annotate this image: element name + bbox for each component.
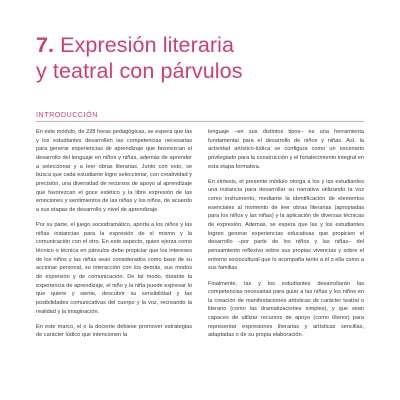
paragraph: En este marco, el o la docente debiese promover estrategias de carácter lúdico que intencionen la [36, 323, 192, 339]
paragraph: En este módulo, de 228 horas pedagógicas, se espera que las y los estudiantes desarrollen las competencias necesarias para generar experiencias de aprendizaje que favorezcan el desarrollo del lenguaje en niños y niñas, además de aprender a seleccionar y a leer obras literarias. Junto con esto, se busca que cada estudiante logre seleccionar, con creatividad y precisión, una diversidad de recursos de apoyo al aprendizaje que favorezcan el goce estético y la libre expresión de las emociones y sentimientos de las niñas y los niños, de acuerdo a sus etapas de desarrollo y nivel de aprendizaje. [36, 129, 192, 213]
paragraph: En síntesis, el presente módulo otorga a los y las estudiantes una instancia para desarrollar su narrativa utilizando la voz como instrumento, mediante la identificación de elementos esenciales al momento de leer obras literarias (apropiadas para los niños y las niñas) y la aplicación de diversas técnicas de expresión. Además, se espera que las y los estudiantes logren generar experiencias educativas que propicien el desarrollo –por parte de los niños y las niñas– del pensamiento reflexivo sobre sus propias vivencias y sobre el entorno sociocultural que lo acompaña tanto a él o ella como a sus familias. [208, 178, 364, 272]
section-heading: INTRODUCCIÓN [36, 110, 98, 119]
module-title-line-1: Expresión literaria [60, 33, 235, 57]
paragraph: Finalmente, las y los estudiantes desarrollarán las competencias necesarias para guiar a las niñas y los niños en la creación de manifestaciones artísticas de carácter teatral o literario (como las dramatizaciones simples), y que sean capaces de utilizar recursos de apoyo (como títeres) para representar expresiones literarias y artísticas sencillas, adaptadas o de su propia elaboración. [208, 280, 364, 339]
module-title [36, 32, 243, 84]
module-title-line-2: y teatral con párvulos [36, 59, 243, 83]
paragraph: Por su parte, el juego sociodramático, aporta a los niños y las niñas instancias para la expresión de sí mismo y la comunicación con el otro. En este aspecto, quien ejerza como técnico o técnica en párvulos debe propiciar que los intereses de los niños y las niñas sean considerados como base de su accionar personal, su interacción con los demás, sus modos de expresión y de comunicación. De tal modo, durante la experiencia de aprendizaje, el niño y la niña puede expresar lo que quiere y siente, descubrir su sensibilidad y las posibilidades comunicativas del cuerpo y la voz, recreando la realidad y la imaginación. [36, 222, 192, 315]
section-divider [36, 121, 364, 122]
right-text-column [208, 128, 364, 347]
left-text-column [36, 128, 192, 347]
paragraph: lenguaje –en sus distintos tipos– es una herramienta fundamental para el desarrollo de niños y niñas. Así, la actividad artístico-lúdica se configura como un escenario privilegiado para la construcción y el fortalecimiento integral en esta etapa formativa. [208, 129, 364, 170]
module-number: 7. [36, 33, 55, 57]
